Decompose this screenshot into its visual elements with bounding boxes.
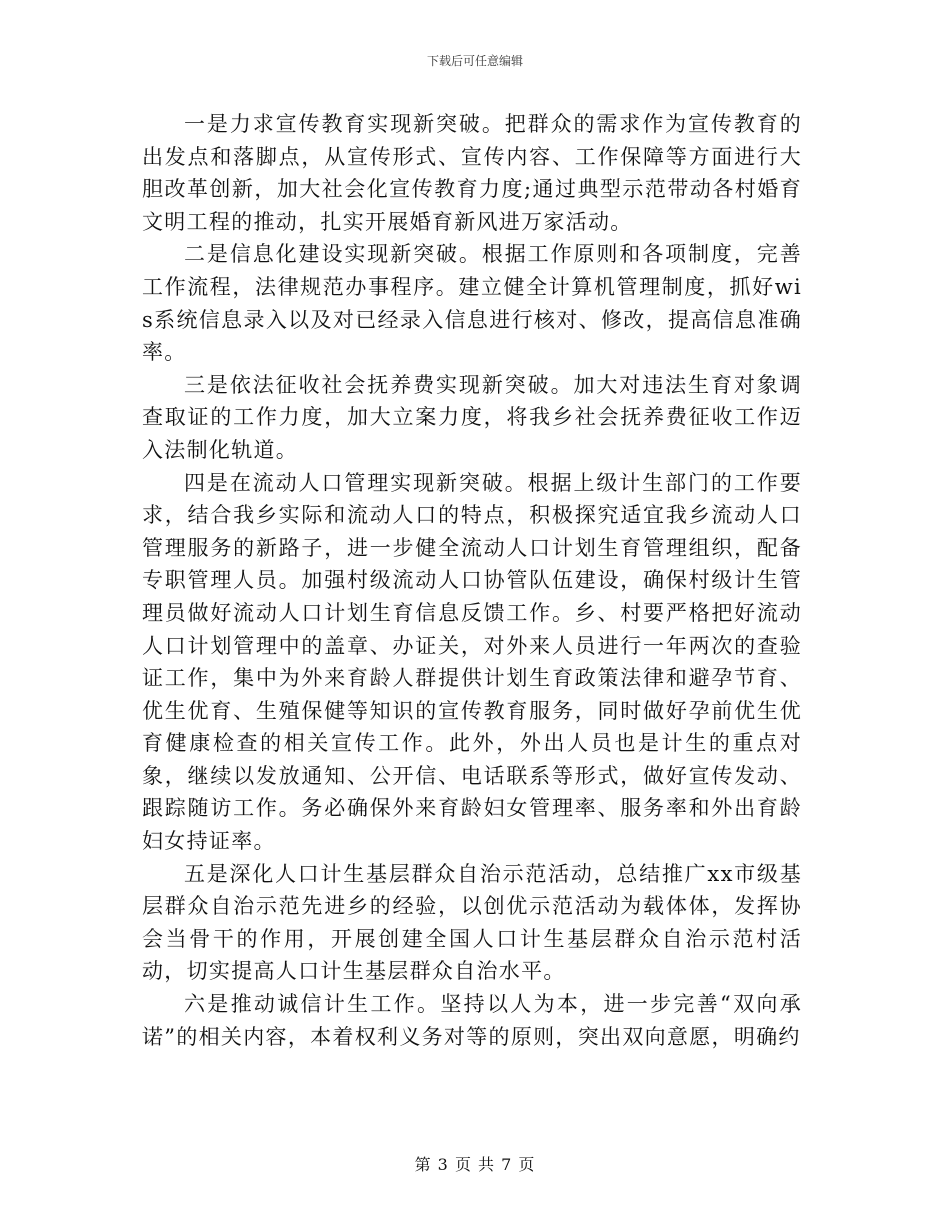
paragraph-2: 二是信息化建设实现新突破。根据工作原则和各项制度，完善工作流程，法律规范办事程序。建立健全计算机管理制度，抓好wis系统信息录入以及对已经录入信息进行核对、修改，提高信息准确率。 bbox=[142, 242, 802, 365]
paragraph-6: 六是推动诚信计生工作。坚持以人为本，进一步完善“双向承诺”的相关内容，本着权利义务对等的原则，突出双向意愿，明确约 bbox=[142, 992, 802, 1049]
paragraph-3: 三是依法征收社会抚养费实现新突破。加大对违法生育对象调查取证的工作力度，加大立案力度，将我乡社会抚养费征收工作迈入法制化轨道。 bbox=[142, 372, 802, 462]
document-body bbox=[142, 108, 802, 1053]
page-number: 第 3 页 共 7 页 bbox=[414, 1155, 536, 1174]
page-header: 下载后可任意编辑 bbox=[426, 54, 523, 68]
paragraph-1: 一是力求宣传教育实现新突破。把群众的需求作为宣传教育的出发点和落脚点，从宣传形式、宣传内容、工作保障等方面进行大胆改革创新，加大社会化宣传教育力度;通过典型示范带动各村婚育文明工程的推动，扎实开展婚育新风进万家活动。 bbox=[142, 112, 802, 234]
paragraph-5: 五是深化人口计生基层群众自治示范活动，总结推广xx市级基层群众自治示范先进乡的经验，以创优示范活动为载体体，发挥协会当骨干的作用，开展创建全国人口计生基层群众自治示范村活动，切实提高人口计生基层群众自治水平。 bbox=[142, 861, 802, 984]
paragraph-4: 四是在流动人口管理实现新突破。根据上级计生部门的工作要求，结合我乡实际和流动人口的特点，积极探究适宜我乡流动人口管理服务的新路子，进一步健全流动人口计划生育管理组织，配备专职管理人员。加强村级流动人口协管队伍建设，确保村级计生管理员做好流动人口计划生育信息反馈工作。乡、村要严格把好流动人口计划管理中的盖章、办证关，对外来人员进行一年两次的查验证工作，集中为外来育龄人群提供计划生育政策法律和避孕节育、优生优育、生殖保健等知识的宣传教育服务，同时做好孕前优生优育健康检查的相关宣传工作。此外，外出人员也是计生的重点对象，继续以发放通知、公开信、电话联系等形式，做好宣传发动、跟踪随访工作。务必确保外来育龄妇女管理率、服务率和外出育龄妇女持证率。 bbox=[142, 470, 802, 854]
